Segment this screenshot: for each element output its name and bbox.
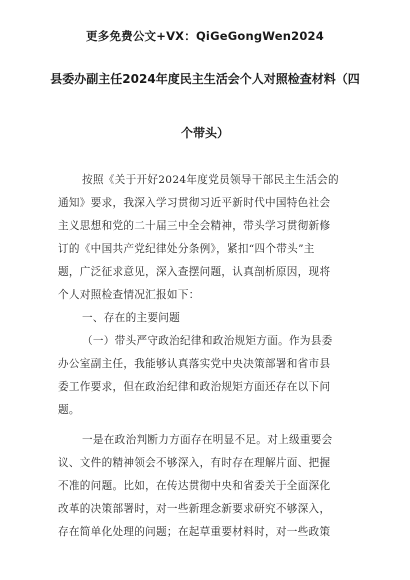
subsection-heading: （一）带头严守政治纪律和政治规矩方面。作为县委 <box>82 335 333 347</box>
body-line: 办公室副主任，我能够认真落实党中央决策部署和省市县 <box>58 358 331 370</box>
body-line: 存在简单化处理的问题；在起草重要材料时，对一些政策 <box>58 526 331 538</box>
body-line: 通知》要求，我深入学习贯彻习近平新时代中国特色社会 <box>58 197 331 209</box>
body-line: 个人对照检查情况汇报如下： <box>58 289 200 301</box>
body-line: 议、文件的精神领会不够深入，有时存在理解片面、把握 <box>58 457 331 469</box>
body-line: 题。 <box>58 404 80 416</box>
document-title-line-2: 个带头） <box>180 126 229 140</box>
document-header: 更多免费公文+VX：QiGeGongWen2024 <box>86 29 324 43</box>
body-line: 改革的决策部署时，对一些新理念新要求研究不够深入， <box>58 503 331 515</box>
body-line: 一是在政治判断力方面存在明显不足。对上级重要会 <box>82 434 333 446</box>
document-title-line-1: 县委办副主任2024年度民主生活会个人对照检查材料（四 <box>50 72 360 86</box>
body-line: 题，广泛征求意见，深入查摆问题，认真剖析原因，现将 <box>58 266 331 278</box>
body-line: 委工作要求，但在政治纪律和政治规矩方面还存在以下问 <box>58 381 331 393</box>
section-heading: 一、存在的主要问题 <box>82 312 181 324</box>
body-line: 订的《中国共产党纪律处分条例》，紧扣“四个带头”主 <box>58 243 315 255</box>
body-line: 主义思想和党的二十届三中全会精神，带头学习贯彻新修 <box>58 220 331 232</box>
body-line: 不准的问题。比如，在传达贯彻中央和省委关于全面深化 <box>58 480 331 492</box>
body-line: 按照《关于开好2024年度党员领导干部民主生活会的 <box>82 174 339 186</box>
